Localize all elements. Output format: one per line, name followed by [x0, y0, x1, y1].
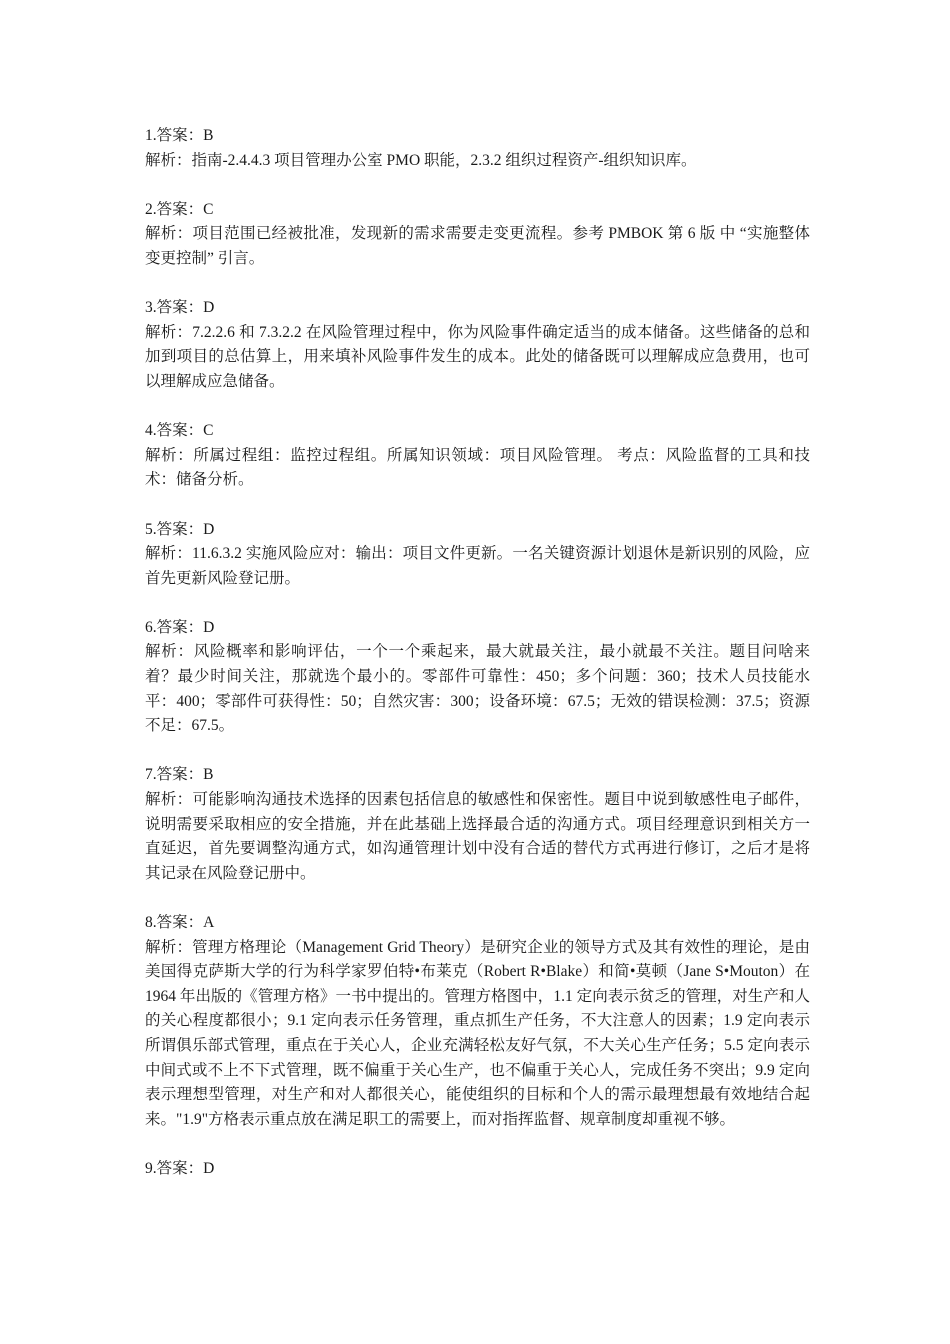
- answer-item-2: [145, 198, 810, 272]
- answer-list: [145, 124, 810, 1206]
- answer-item-6: [145, 616, 810, 739]
- answer-line: 6.答案：D: [145, 618, 215, 636]
- analysis-text: 解析：所属过程组：监控过程组。所属知识领域：项目风险管理。 考点：风险监督的工具和技术：储备分析。: [145, 446, 810, 489]
- answer-item-1: [145, 124, 810, 173]
- analysis-text: 解析：可能影响沟通技术选择的因素包括信息的敏感性和保密性。题目中说到敏感性电子邮件，说明需要采取相应的安全措施，并在此基础上选择最合适的沟通方式。项目经理意识到相关方一直延迟，首先要调整沟通方式，如沟通管理计划中没有合适的替代方式再进行修订，之后才是将其记录在风险登记册中。: [145, 791, 810, 882]
- answer-line: 3.答案：D: [145, 299, 215, 317]
- answer-line: 8.答案：A: [145, 914, 215, 931]
- answer-line: 4.答案：C: [145, 422, 214, 440]
- analysis-text: 解析：风险概率和影响评估，一个一个乘起来，最大就最关注，最小就最不关注。题目问啥来着？最少时间关注，那就选个最小的。零部件可靠性：450；多个问题：360；技术人员技能水平：400；零部件可获得性：50；自然灾害：300；设备环境：67.5；无效的错误检测：37.5；资源不足：67.5。: [145, 643, 810, 735]
- answer-item-5: [145, 518, 810, 592]
- analysis-text: 解析：管理方格理论（Management Grid Theory）是研究企业的领导方式及其有效性的理论，是由美国得克萨斯大学的行为科学家罗伯特•布莱克（Robert R•Blake）和简•莫顿（Jane S•Mouton）在 1964 年出版的《管理方格》一书中提出的。管理方格图中，1.1 定向表示贫乏的管理，对生产和人的关心程度都很小；9.1 定向表示任务管理，重点抓生产任务，不大注意人的因素；1.9 定向表示所谓俱乐部式管理，重点在于关心人，企业充满轻松友好气氛，不大关心生产任务；5.5 定向表示中间式或不上不下式管理，既不偏重于关心生产，也不偏重于关心人，完成任务不突出；9.9 定向表示理想型管理，对生产和对人都很关心，能使组织的目标和个人的需示最理想最有效地结合起来。"1.9"方格表示重点放在满足职工的需要上，而对指挥监督、规章制度却重视不够。: [145, 938, 810, 1128]
- answer-item-9: [145, 1157, 810, 1182]
- answer-item-7: [145, 763, 810, 886]
- answer-item-8: [145, 911, 810, 1132]
- answer-line: 2.答案：C: [145, 200, 214, 218]
- answer-line: 1.答案：B: [145, 127, 214, 144]
- analysis-text: 解析：7.2.2.6 和 7.3.2.2 在风险管理过程中，你为风险事件确定适当的成本储备。这些储备的总和加到项目的总估算上，用来填补风险事件发生的成本。此处的储备既可以理解成应急费用，也可以理解成应急储备。: [145, 323, 810, 390]
- analysis-text: 解析：11.6.3.2 实施风险应对：输出：项目文件更新。一名关键资源计划退休是新识别的风险，应首先更新风险登记册。: [145, 545, 810, 587]
- answer-item-3: [145, 296, 810, 394]
- analysis-text: 解析：项目范围已经被批准，发现新的需求需要走变更流程。参考 PMBOK 第 6 版 中 “实施整体变更控制” 引言。: [145, 225, 810, 267]
- analysis-text: 解析：指南-2.4.4.3 项目管理办公室 PMO 职能，2.3.2 组织过程资产-组织知识库。: [145, 151, 697, 169]
- answer-item-4: [145, 419, 810, 493]
- answer-line: 7.答案：B: [145, 766, 214, 784]
- answer-line: 9.答案：D: [145, 1159, 215, 1177]
- answer-line: 5.答案：D: [145, 520, 215, 538]
